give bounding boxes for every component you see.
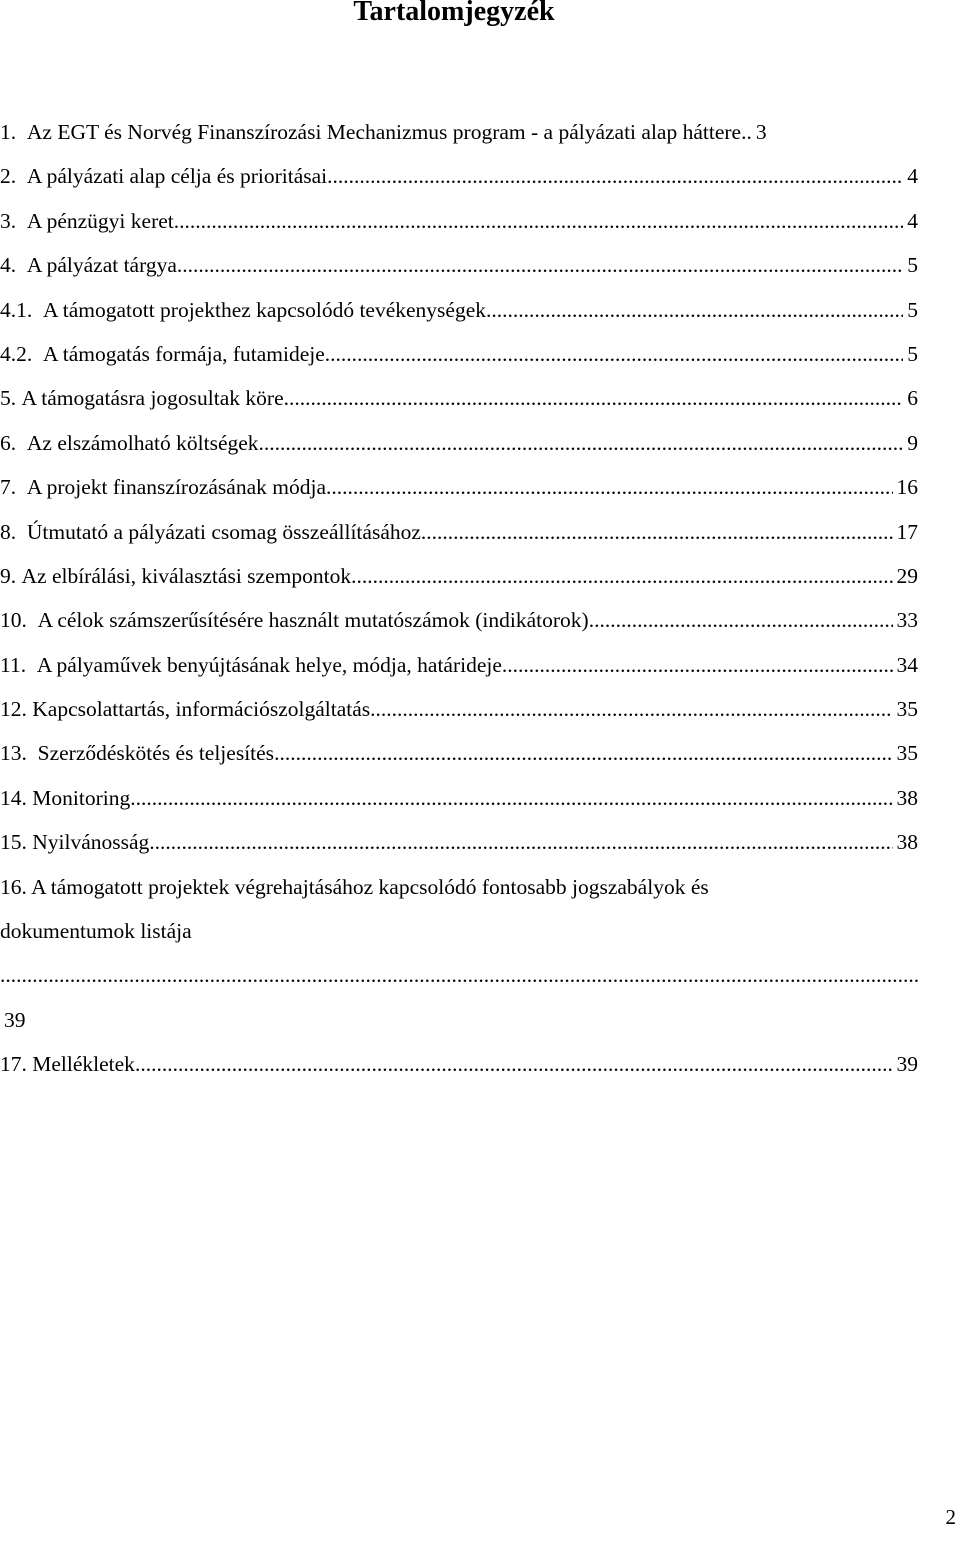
toc-entry-page: 5 bbox=[907, 341, 918, 366]
toc-entry-page: 4 bbox=[907, 208, 918, 233]
toc-entry-leader bbox=[130, 776, 892, 820]
toc-entry-number: 2. bbox=[0, 164, 17, 189]
toc-entry-page: 9 bbox=[907, 430, 918, 455]
toc-entry-8[interactable] bbox=[0, 510, 918, 554]
toc-entry-17[interactable] bbox=[0, 1042, 918, 1086]
toc-entry-number: 11. bbox=[0, 652, 27, 677]
toc-entry-first-line bbox=[0, 865, 918, 909]
toc-entry-9[interactable] bbox=[0, 554, 918, 598]
toc-entry-page: 34 bbox=[896, 652, 918, 677]
toc-entry-number: 13. bbox=[0, 741, 27, 766]
toc-entry-number: 10. bbox=[0, 608, 27, 633]
toc-entry-title: A támogatás formája, futamideje bbox=[43, 341, 325, 366]
toc-entry-title: A célok számszerűsítésére használt mutatószámok (indikátorok) bbox=[37, 608, 589, 633]
toc-entry-page: 35 bbox=[896, 697, 918, 722]
toc-entry-title: A pénzügyi keret bbox=[26, 208, 174, 233]
toc-entry-number: 1. bbox=[0, 120, 17, 144]
toc-entry-leader bbox=[421, 510, 893, 554]
toc-entry-leader bbox=[327, 154, 903, 198]
toc-entry-page: 17 bbox=[896, 519, 918, 544]
toc-entry-leader bbox=[370, 687, 892, 731]
toc-entry-leader bbox=[274, 731, 892, 775]
toc-entry-number: 12. bbox=[0, 697, 27, 722]
toc-entry-leader bbox=[259, 421, 904, 465]
toc-entry-leader bbox=[0, 953, 918, 997]
toc-entry-title: Nyilvánosság bbox=[32, 830, 150, 855]
toc-entry-1[interactable] bbox=[0, 110, 918, 154]
toc-entry-page: 35 bbox=[896, 741, 918, 766]
toc-entry-number: 4.1. bbox=[0, 297, 33, 322]
toc-entry-page: 5 bbox=[907, 253, 918, 278]
toc-entry-5[interactable] bbox=[0, 376, 918, 420]
toc-entry-number: 15. bbox=[0, 830, 27, 855]
toc-entry-leader bbox=[326, 465, 893, 509]
toc-entry-title-continued: dokumentumok listája bbox=[0, 919, 192, 944]
toc-entry-page: 3 bbox=[755, 120, 767, 144]
toc-entry-4-2[interactable] bbox=[0, 332, 918, 376]
toc-entry-title: A támogatásra jogosultak köre bbox=[21, 386, 284, 411]
toc-entry-4-1[interactable] bbox=[0, 288, 918, 332]
table-of-contents bbox=[0, 110, 918, 1087]
toc-entry-16[interactable] bbox=[0, 865, 918, 1043]
toc-entry-page: 6 bbox=[907, 386, 918, 411]
toc-entry-page: 39 bbox=[896, 1052, 918, 1077]
toc-entry-13[interactable] bbox=[0, 731, 918, 775]
toc-entry-number: 4. bbox=[0, 253, 17, 278]
toc-entry-title: Útmutató a pályázati csomag összeállításához bbox=[26, 519, 421, 544]
toc-entry-title: A pályaművek benyújtásának helye, módja, határideje bbox=[36, 652, 502, 677]
page-number: 2 bbox=[945, 1505, 956, 1529]
toc-entry-leader bbox=[135, 1042, 893, 1086]
toc-entry-number: 9. bbox=[0, 563, 17, 588]
toc-entry-leader bbox=[486, 288, 903, 332]
toc-entry-number: 16. bbox=[0, 874, 27, 899]
toc-entry-14[interactable] bbox=[0, 776, 918, 820]
toc-entry-page: 38 bbox=[896, 785, 918, 810]
toc-entry-number: 5. bbox=[0, 386, 17, 411]
toc-entry-title: Az EGT és Norvég Finanszírozási Mechanizmus program - a pályázati alap háttere bbox=[26, 120, 742, 144]
toc-entry-page: 4 bbox=[907, 164, 918, 189]
toc-entry-4[interactable] bbox=[0, 243, 918, 287]
toc-entry-number: 14. bbox=[0, 785, 27, 810]
toc-entry-number: 8. bbox=[0, 519, 17, 544]
toc-entry-leader bbox=[351, 554, 892, 598]
toc-entry-leader bbox=[284, 376, 904, 420]
toc-entry-title: A pályázati alap célja és prioritásai bbox=[26, 164, 328, 189]
toc-entry-page: 38 bbox=[896, 830, 918, 855]
toc-entry-number: 4.2. bbox=[0, 341, 33, 366]
toc-entry-10[interactable] bbox=[0, 598, 918, 642]
toc-entry-title: A támogatott projektek végrehajtásához kapcsolódó fontosabb jogszabályok és bbox=[31, 874, 709, 899]
toc-entry-3[interactable] bbox=[0, 199, 918, 243]
toc-entry-leader bbox=[502, 643, 893, 687]
toc-entry-leader: .. bbox=[741, 120, 752, 144]
toc-entry-title: Szerződéskötés és teljesítés bbox=[37, 741, 275, 766]
toc-entry-leader bbox=[174, 199, 904, 243]
toc-entry-page: 39 bbox=[4, 1007, 26, 1032]
toc-entry-15[interactable] bbox=[0, 820, 918, 864]
toc-entry-number: 17. bbox=[0, 1052, 27, 1077]
toc-entry-6[interactable] bbox=[0, 421, 918, 465]
toc-entry-title: A pályázat tárgya bbox=[26, 253, 177, 278]
toc-entry-leader bbox=[589, 598, 893, 642]
toc-entry-number: 7. bbox=[0, 475, 17, 500]
toc-entry-number: 6. bbox=[0, 430, 17, 455]
toc-entry-number: 3. bbox=[0, 208, 17, 233]
page-title: Tartalomjegyzék bbox=[353, 0, 555, 27]
toc-entry-page: 29 bbox=[896, 563, 918, 588]
toc-entry-title: A támogatott projekthez kapcsolódó tevékenységek bbox=[43, 297, 487, 322]
toc-entry-title: Az elszámolható költségek bbox=[26, 430, 259, 455]
toc-entry-title: Monitoring bbox=[32, 785, 131, 810]
toc-entry-title: Mellékletek bbox=[32, 1052, 135, 1077]
toc-entry-leader bbox=[149, 820, 892, 864]
toc-entry-11[interactable] bbox=[0, 643, 918, 687]
toc-entry-page: 5 bbox=[907, 297, 918, 322]
toc-entry-12[interactable] bbox=[0, 687, 918, 731]
toc-entry-leader bbox=[325, 332, 903, 376]
toc-entry-title: Az elbírálási, kiválasztási szempontok bbox=[21, 563, 352, 588]
toc-entry-2[interactable] bbox=[0, 154, 918, 198]
toc-entry-page: 33 bbox=[896, 608, 918, 633]
toc-entry-page: 16 bbox=[896, 475, 918, 500]
toc-entry-title: A projekt finanszírozásának módja bbox=[26, 475, 326, 500]
toc-entry-leader bbox=[177, 243, 903, 287]
toc-entry-7[interactable] bbox=[0, 465, 918, 509]
toc-entry-title: Kapcsolattartás, információszolgáltatás bbox=[32, 697, 371, 722]
